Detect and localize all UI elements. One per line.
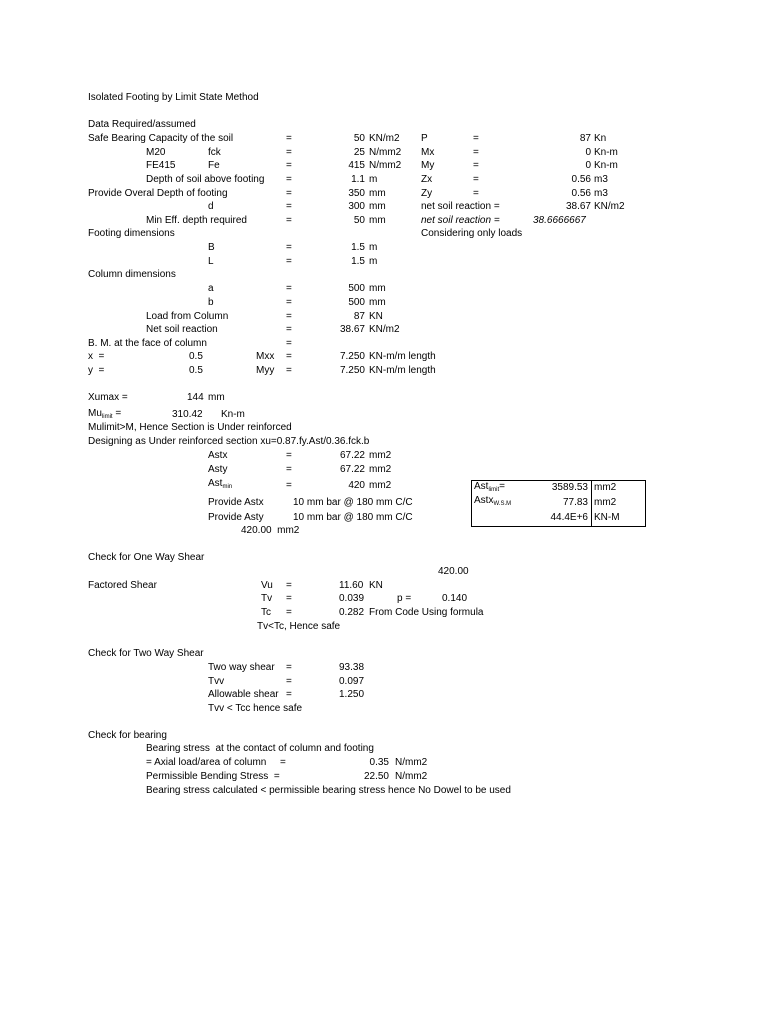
min-eff-label: Min Eff. depth required xyxy=(146,215,247,226)
equals-sign: = xyxy=(286,297,292,308)
overall-depth-value: 350 xyxy=(348,188,365,199)
fck-unit: N/mm2 xyxy=(369,147,402,158)
moment-value: 44.4E+6 xyxy=(550,512,588,523)
provide-asty-text: 10 mm bar @ 180 mm C/C xyxy=(293,512,413,523)
astx-wsm-value: 77.83 xyxy=(562,497,588,508)
box-divider xyxy=(591,480,592,527)
equals-sign: = xyxy=(286,174,292,185)
xumax-label: Xumax = xyxy=(88,392,128,403)
ast-limit-unit: mm2 xyxy=(594,482,617,493)
mulimit-value: 310.42 xyxy=(172,409,203,420)
depth-soil-unit: m xyxy=(369,174,378,185)
permissible-stress-unit: N/mm2 xyxy=(395,771,428,782)
mxx-value: 7.250 xyxy=(339,351,365,362)
one-way-top-value: 420.00 xyxy=(438,566,469,577)
mulimit-unit: Kn-m xyxy=(221,409,245,420)
B-unit: m xyxy=(369,242,378,253)
provide-asty-label: Provide Asty xyxy=(208,512,264,523)
y-label: y = xyxy=(88,365,105,376)
equals-sign: = xyxy=(286,242,292,253)
axial-load-value: 0.35 xyxy=(369,757,389,768)
equals-sign: = xyxy=(286,450,292,461)
provide-astx-label: Provide Astx xyxy=(208,497,264,508)
equals-sign: = xyxy=(286,593,292,604)
sbc-label: Safe Bearing Capacity of the soil xyxy=(88,133,234,144)
net-soil-label: Net soil reaction xyxy=(146,324,218,335)
myy-value: 7.250 xyxy=(339,365,365,376)
allowable-shear-label: Allowable shear xyxy=(208,689,279,700)
net-reaction-unit: KN/m2 xyxy=(594,201,625,212)
equals-sign: = xyxy=(286,607,292,618)
equals-sign: = xyxy=(473,188,479,199)
permissible-stress-value: 22.50 xyxy=(363,771,389,782)
tv-label: Tv xyxy=(261,593,273,604)
concrete-grade: M20 xyxy=(146,147,166,158)
load-col-label: Load from Column xyxy=(146,311,229,322)
fck-label: fck xyxy=(208,147,221,158)
tv-value: 0.039 xyxy=(339,593,365,604)
moment-unit: KN-M xyxy=(594,512,620,523)
equals-sign: = xyxy=(286,147,292,158)
p-value: 0.140 xyxy=(442,593,468,604)
equals-sign: = xyxy=(286,351,292,362)
p-label: p = xyxy=(397,593,412,604)
tc-label: Tc xyxy=(261,607,271,618)
My-value: 0 xyxy=(585,160,591,171)
astx-value: 67.22 xyxy=(339,450,365,461)
b-label: b xyxy=(208,297,214,308)
asty-label: Asty xyxy=(208,464,228,475)
astmin-label: Ast$_{min}$ xyxy=(208,478,233,490)
net-soil-unit: KN/m2 xyxy=(369,324,400,335)
Mx-value: 0 xyxy=(585,147,591,158)
equals-sign: = xyxy=(286,201,292,212)
vu-value: 11.60 xyxy=(339,580,364,591)
two-way-shear-label: Two way shear xyxy=(208,662,275,673)
L-value: 1.5 xyxy=(351,256,365,267)
provide-astx-text: 10 mm bar @ 180 mm C/C xyxy=(293,497,413,508)
equals-sign: = xyxy=(286,324,292,335)
designing-note: Designing as Under reinforced section xu=0.87.fy.Ast/0.36.fck.b xyxy=(88,436,370,447)
Zy-value: 0.56 xyxy=(571,188,591,199)
equals-sign: = xyxy=(286,160,292,171)
Zy-label: Zy xyxy=(421,188,433,199)
b-value: 500 xyxy=(348,297,365,308)
xumax-value: 144 xyxy=(187,392,204,403)
My-label: My xyxy=(421,160,435,171)
L-unit: m xyxy=(369,256,378,267)
two-way-safe: Tvv < Tcc hence safe xyxy=(208,703,303,714)
load-col-unit: KN xyxy=(369,311,383,322)
page-title: Isolated Footing by Limit State Method xyxy=(88,92,259,103)
b-unit: mm xyxy=(369,297,386,308)
mxx-unit: KN-m/m length xyxy=(369,351,436,362)
sbc-unit: KN/m2 xyxy=(369,133,400,144)
P-label: P xyxy=(421,133,428,144)
My-unit: Kn-m xyxy=(594,160,618,171)
equals-sign: = xyxy=(280,757,286,768)
equals-sign: = xyxy=(286,464,292,475)
fe-value: 415 xyxy=(348,160,365,171)
bearing-heading: Check for bearing xyxy=(88,730,167,741)
net-reaction-label: net soil reaction = xyxy=(421,201,500,212)
fe-unit: N/mm2 xyxy=(369,160,402,171)
allowable-shear-value: 1.250 xyxy=(339,689,365,700)
mulimit-label: $Mu_{limit}$ = xyxy=(88,408,122,420)
ast-limit-label: Ast$_{limit}$= xyxy=(474,481,505,493)
equals-sign: = xyxy=(286,662,292,673)
equals-sign: = xyxy=(286,283,292,294)
bm-face-label: B. M. at the face of column xyxy=(88,338,207,349)
min-eff-value: 50 xyxy=(353,215,365,226)
y-value: 0.5 xyxy=(189,365,203,376)
equals-sign: = xyxy=(286,256,292,267)
L-label: L xyxy=(208,256,214,267)
two-way-heading: Check for Two Way Shear xyxy=(88,648,204,659)
astx-wsm-unit: mm2 xyxy=(594,497,617,508)
equals-sign: = xyxy=(473,133,479,144)
column-dim-label: Column dimensions xyxy=(88,269,176,280)
net-reaction-exact-value: 38.6666667 xyxy=(533,215,586,226)
d-unit: mm xyxy=(369,201,386,212)
fck-value: 25 xyxy=(353,147,365,158)
bearing-conclusion: Bearing stress calculated < permissible bearing stress hence No Dowel to be used xyxy=(146,785,511,796)
equals-sign: = xyxy=(286,188,292,199)
ast-limit-value: 3589.53 xyxy=(551,482,588,493)
x-label: x = xyxy=(88,351,105,362)
net-reaction-exact-label: net soil reaction = xyxy=(421,215,500,226)
sbc-value: 50 xyxy=(353,133,365,144)
vu-unit: KN xyxy=(369,580,383,591)
Zx-unit: m3 xyxy=(594,174,608,185)
equals-sign: = xyxy=(473,147,479,158)
equals-sign: = xyxy=(286,480,292,491)
equals-sign: = xyxy=(473,160,479,171)
overall-depth-unit: mm xyxy=(369,188,386,199)
fe-label: Fe xyxy=(208,160,220,171)
two-way-shear-value: 93.38 xyxy=(339,662,365,673)
equals-sign: = xyxy=(286,676,292,687)
astx-label: Astx xyxy=(208,450,228,461)
equals-sign: = xyxy=(286,365,292,376)
P-unit: Kn xyxy=(594,133,607,144)
astmin-unit: mm2 xyxy=(369,480,392,491)
astmin-value: 420 xyxy=(348,480,365,491)
Mx-unit: Kn-m xyxy=(594,147,618,158)
vu-label: Vu xyxy=(261,580,273,591)
Zy-unit: m3 xyxy=(594,188,608,199)
axial-load-label: = Axial load/area of column xyxy=(146,757,267,768)
a-value: 500 xyxy=(348,283,365,294)
tvv-value: 0.097 xyxy=(339,676,365,687)
overall-depth-label: Provide Overal Depth of footing xyxy=(88,188,228,199)
B-value: 1.5 xyxy=(351,242,365,253)
B-label: B xyxy=(208,242,215,253)
ast-area: 420.00 mm2 xyxy=(241,525,300,536)
net-reaction-value: 38.67 xyxy=(565,201,591,212)
footing-dim-label: Footing dimensions xyxy=(88,228,175,239)
equals-sign: = xyxy=(286,338,292,349)
load-col-value: 87 xyxy=(353,311,365,322)
Zx-value: 0.56 xyxy=(571,174,591,185)
astx-wsm-label: Astx$_{W.S.M}$ xyxy=(474,495,512,507)
tc-unit: From Code Using formula xyxy=(369,607,484,618)
myy-unit: KN-m/m length xyxy=(369,365,436,376)
considering-note: Considering only loads xyxy=(421,228,523,239)
astx-unit: mm2 xyxy=(369,450,392,461)
a-unit: mm xyxy=(369,283,386,294)
permissible-stress-label: Permissible Bending Stress = xyxy=(146,771,280,782)
Mx-label: Mx xyxy=(421,147,435,158)
axial-load-unit: N/mm2 xyxy=(395,757,428,768)
one-way-safe: Tv<Tc, Hence safe xyxy=(257,621,341,632)
equals-sign: = xyxy=(286,215,292,226)
asty-unit: mm2 xyxy=(369,464,392,475)
mxx-label: Mxx xyxy=(256,351,275,362)
x-value: 0.5 xyxy=(189,351,203,362)
equals-sign: = xyxy=(473,174,479,185)
one-way-heading: Check for One Way Shear xyxy=(88,552,205,563)
min-eff-unit: mm xyxy=(369,215,386,226)
equals-sign: = xyxy=(286,689,292,700)
Zx-label: Zx xyxy=(421,174,433,185)
tvv-label: Tvv xyxy=(208,676,225,687)
bearing-line1: Bearing stress at the contact of column and footing xyxy=(146,743,374,754)
equals-sign: = xyxy=(286,580,292,591)
mulimit-note: Mulimit>M, Hence Section is Under reinforced xyxy=(88,422,292,433)
steel-grade: FE415 xyxy=(146,160,176,171)
tc-value: 0.282 xyxy=(339,607,365,618)
equals-sign: = xyxy=(286,133,292,144)
factored-shear-label: Factored Shear xyxy=(88,580,157,591)
d-value: 300 xyxy=(348,201,365,212)
xumax-unit: mm xyxy=(208,392,225,403)
a-label: a xyxy=(208,283,214,294)
depth-soil-label: Depth of soil above footing xyxy=(146,174,265,185)
P-value: 87 xyxy=(579,133,591,144)
net-soil-value: 38.67 xyxy=(339,324,365,335)
equals-sign: = xyxy=(286,311,292,322)
myy-label: Myy xyxy=(256,365,275,376)
d-label: d xyxy=(208,201,214,212)
asty-value: 67.22 xyxy=(339,464,365,475)
data-heading: Data Required/assumed xyxy=(88,119,196,130)
depth-soil-value: 1.1 xyxy=(351,174,365,185)
